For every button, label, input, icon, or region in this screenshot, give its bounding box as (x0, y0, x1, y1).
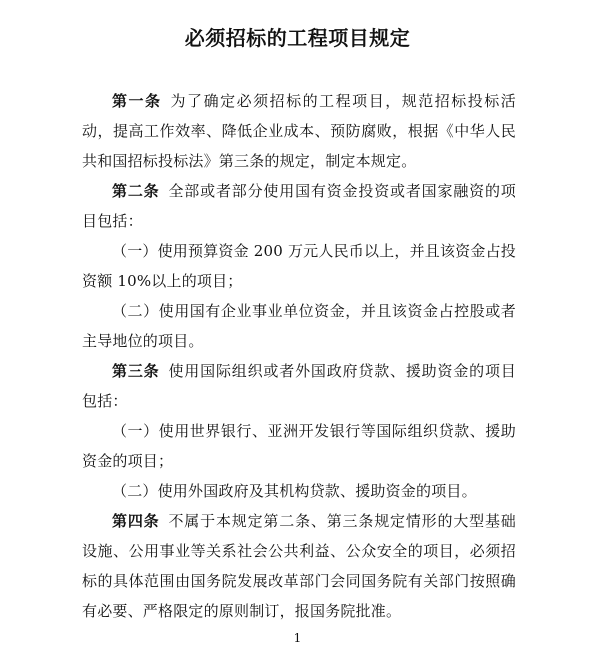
article-label: 第四条 (112, 512, 160, 530)
item-text: （二）使用国有企业事业单位资金，并且该资金占控股或者主导地位的项目。 (82, 302, 516, 350)
article-text: 使用国际组织或者外国政府贷款、援助资金的项目包括： (82, 362, 516, 410)
document-title: 必须招标的工程项目规定 (184, 26, 411, 50)
article-4 (82, 506, 516, 626)
page-number: 1 (293, 631, 302, 645)
article-text: 全部或者部分使用国有资金投资或者国家融资的项目包括： (82, 182, 516, 230)
article-3-item-2 (82, 476, 516, 506)
article-label: 第二条 (112, 182, 160, 200)
article-2-item-1 (82, 236, 516, 296)
item-text: （二）使用外国政府及其机构贷款、援助资金的项目。 (112, 482, 477, 500)
article-label: 第一条 (112, 92, 162, 110)
article-text: 为了确定必须招标的工程项目，规范招标投标活动，提高工作效率、降低企业成本、预防腐败，根据《中华人民共和国招标投标法》第三条的规定，制定本规定。 (82, 92, 516, 170)
article-3 (82, 356, 516, 416)
document-body (82, 86, 516, 626)
article-2-item-2 (82, 296, 516, 356)
article-label: 第三条 (112, 362, 160, 380)
article-1 (82, 86, 516, 176)
article-2 (82, 176, 516, 236)
article-3-item-1 (82, 416, 516, 476)
article-text: 不属于本规定第二条、第三条规定情形的大型基础设施、公用事业等关系社会公共利益、公众安全的项目，必须招标的具体范围由国务院发展改革部门会同国务院有关部门按照确有必要、严格限定的原则制订，报国务院批准。 (82, 512, 516, 620)
item-text: （一）使用世界银行、亚洲开发银行等国际组织贷款、援助资金的项目； (82, 422, 516, 470)
item-text: （一）使用预算资金 200 万元人民币以上，并且该资金占投资额 10%以上的项目； (82, 242, 516, 290)
